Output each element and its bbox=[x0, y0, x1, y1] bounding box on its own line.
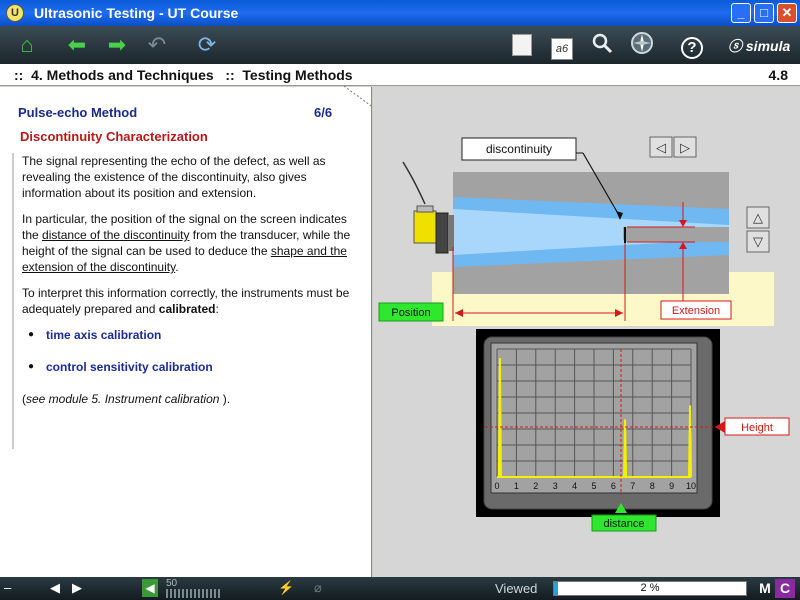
logo-swirl-icon: ⓢ bbox=[728, 38, 742, 54]
bullet-list bbox=[28, 327, 357, 375]
volume-slider[interactable] bbox=[166, 589, 222, 598]
status-bar bbox=[0, 577, 800, 600]
screen-tick-label: 6 bbox=[610, 481, 616, 491]
screen-tick-label: 0 bbox=[494, 481, 500, 491]
help-glyph: ? bbox=[681, 37, 703, 59]
p3-bold: calibrated bbox=[158, 302, 216, 316]
volume-value: 50 bbox=[166, 578, 178, 589]
compass-icon[interactable] bbox=[628, 31, 656, 59]
screen-tick-label: 10 bbox=[685, 481, 697, 491]
p2-text-c: . bbox=[175, 260, 179, 274]
nav-right-glyph: ▷ bbox=[680, 140, 690, 155]
transducer-cap bbox=[417, 206, 433, 212]
link-shape-extension[interactable]: shape and the extension of the discontinuity bbox=[22, 244, 347, 274]
toolbar bbox=[0, 26, 800, 64]
transducer-head bbox=[436, 213, 448, 253]
screen-tick-label: 5 bbox=[591, 481, 597, 491]
p3-text-c: : bbox=[215, 302, 219, 316]
corner-divider bbox=[344, 86, 374, 108]
screen-tick-label: 8 bbox=[649, 481, 655, 491]
note-c: ). bbox=[219, 392, 231, 406]
minimize-button[interactable]: _ bbox=[731, 3, 751, 23]
glossary-glyph: a6 bbox=[551, 38, 573, 60]
module-note bbox=[22, 391, 357, 407]
section-title: Pulse-echo Method bbox=[18, 105, 138, 120]
back-arrow-icon[interactable]: ⬅ bbox=[67, 32, 87, 57]
simulation-panel bbox=[373, 87, 800, 577]
p2-text-a: In particular, the position of the signal on the screen indicates the bbox=[22, 212, 347, 242]
help-icon[interactable] bbox=[678, 31, 706, 59]
transducer-body bbox=[414, 211, 436, 243]
bullet-time-axis[interactable]: ● time axis calibration bbox=[28, 327, 357, 343]
c-button[interactable]: C bbox=[775, 579, 795, 598]
extension-label: Extension bbox=[671, 305, 721, 317]
paragraph-3 bbox=[22, 285, 357, 317]
screen-tick-label: 3 bbox=[552, 481, 558, 491]
breadcrumb: :: 4. Methods and Techniques :: Testing Methods bbox=[14, 67, 353, 83]
body-text bbox=[12, 153, 357, 449]
note-link[interactable]: see module 5. Instrument calibration bbox=[26, 392, 220, 406]
speaker-icon[interactable]: ◀ bbox=[142, 579, 158, 597]
breadcrumb-bar bbox=[0, 64, 800, 86]
prev-page-icon[interactable]: ◀ bbox=[50, 580, 60, 595]
progress-bar bbox=[553, 581, 747, 596]
progress-label: 2 % bbox=[640, 582, 660, 594]
m-button[interactable]: M bbox=[759, 580, 771, 596]
transducer-face bbox=[448, 215, 454, 251]
ut-simulation bbox=[373, 87, 800, 577]
nav-up-glyph: △ bbox=[753, 210, 763, 225]
home-icon[interactable]: ⌂ bbox=[20, 32, 34, 57]
text-panel bbox=[0, 87, 372, 577]
p3-text-a: To interpret this information correctly, the instruments must be adequately prepared and bbox=[22, 286, 350, 316]
maximize-button[interactable]: □ bbox=[754, 3, 774, 23]
forward-arrow-icon[interactable]: ➡ bbox=[107, 32, 127, 57]
simula-logo bbox=[728, 36, 790, 56]
close-button[interactable]: ✕ bbox=[777, 3, 797, 23]
nav-left-glyph: ◁ bbox=[656, 140, 666, 155]
paragraph-2 bbox=[22, 211, 357, 275]
subtitle: Discontinuity Characterization bbox=[20, 129, 208, 144]
glossary-icon[interactable] bbox=[548, 31, 576, 59]
position-label: Position bbox=[391, 307, 431, 319]
note-a: ( bbox=[22, 392, 26, 406]
discontinuity-label: discontinuity bbox=[485, 142, 553, 156]
p2-text-b: from the transducer, while the height of the signal can be used to deduce the bbox=[22, 228, 351, 258]
bolt-icon[interactable]: ⚡ bbox=[278, 580, 295, 595]
page-number: 4.8 bbox=[768, 67, 788, 83]
collapse-icon[interactable]: – bbox=[4, 580, 12, 595]
paragraph-1: The signal representing the echo of the defect, as well as revealing the existence of the discontinuity, also gives information about its position and extension. bbox=[22, 154, 326, 200]
transducer-cable bbox=[403, 162, 425, 204]
screen-tick-label: 1 bbox=[513, 481, 519, 491]
screen-tick-label: 7 bbox=[630, 481, 636, 491]
undo-icon[interactable]: ↶ bbox=[147, 32, 167, 57]
nav-down-glyph: ▽ bbox=[753, 234, 763, 249]
screen-tick-label: 4 bbox=[572, 481, 578, 491]
attachment-icon[interactable]: ⌀ bbox=[314, 580, 322, 595]
window-title: Ultrasonic Testing - UT Course bbox=[34, 5, 239, 21]
logo-text: simula bbox=[745, 38, 791, 54]
discontinuity-notch bbox=[623, 227, 729, 242]
next-page-icon[interactable]: ▶ bbox=[72, 580, 82, 595]
refresh-icon[interactable]: ⟳ bbox=[197, 32, 217, 57]
link-distance[interactable]: distance of the discontinuity bbox=[42, 228, 190, 242]
height-label: Height bbox=[741, 422, 773, 434]
app-icon: U bbox=[6, 4, 24, 22]
screen-tick-label: 9 bbox=[669, 481, 675, 491]
title-bar bbox=[0, 0, 800, 26]
oscilloscope-screen bbox=[491, 343, 697, 493]
screen-tick-label: 2 bbox=[533, 481, 539, 491]
viewed-label: Viewed bbox=[495, 581, 538, 596]
bullet-sensitivity[interactable]: ● control sensitivity calibration bbox=[28, 359, 357, 375]
section-count: 6/6 bbox=[314, 105, 333, 120]
search-icon[interactable] bbox=[588, 31, 616, 59]
distance-label: distance bbox=[603, 518, 645, 530]
notepad-icon[interactable] bbox=[508, 31, 536, 59]
